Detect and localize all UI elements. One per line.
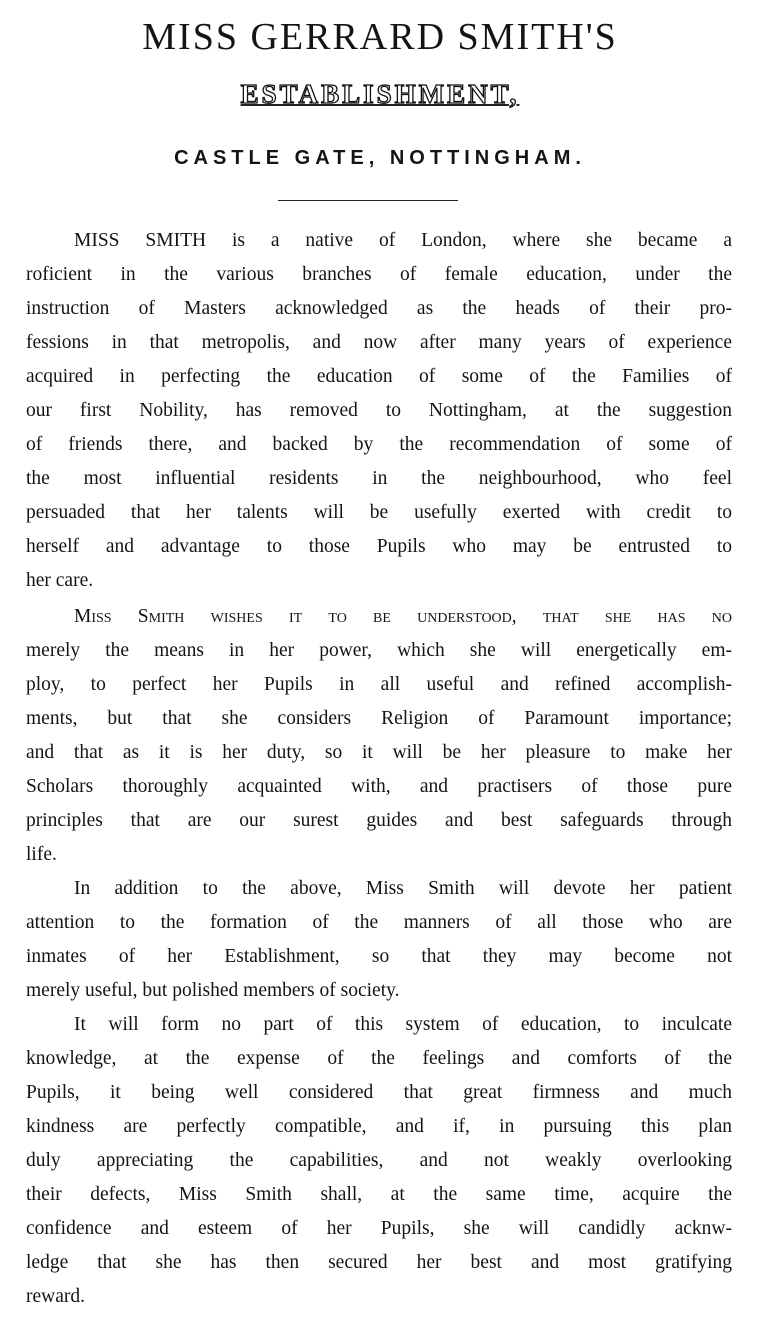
text-line: and that as it is her duty, so it will be her pleasure to make her: [26, 742, 732, 763]
text-line: inmates of her Establishment, so that they may become not: [26, 946, 732, 967]
document-subtitle: ESTABLISHMENT,: [240, 79, 520, 109]
text-line: acquired in perfecting the education of some of the Families of: [26, 366, 732, 387]
text-line: knowledge, at the expense of the feelings and comforts of the: [26, 1048, 732, 1069]
text-line: of friends there, and backed by the recommendation of some of: [26, 434, 732, 455]
text-line: roficient in the various branches of female education, under the: [26, 264, 732, 285]
text-line: merely useful, but polished members of society.: [26, 980, 400, 1001]
text-line: In addition to the above, Miss Smith will devote her patient: [74, 878, 732, 899]
text-line: confidence and esteem of her Pupils, she will candidly acknw-: [26, 1218, 732, 1239]
text-line: Scholars thoroughly acquainted with, and practisers of those pure: [26, 776, 732, 797]
text-line: ledge that she has then secured her best and most gratifying: [26, 1252, 732, 1273]
text-line: merely the means in her power, which she will energetically em-: [26, 640, 732, 661]
text-line: our first Nobility, has removed to Nottingham, at the suggestion: [26, 400, 732, 421]
text-line: their defects, Miss Smith shall, at the same time, acquire the: [26, 1184, 732, 1205]
text-line: attention to the formation of the manners of all those who are: [26, 912, 732, 933]
text-line: reward.: [26, 1286, 86, 1307]
text-line: Pupils, it being well considered that great firmness and much: [26, 1082, 732, 1103]
text-line: Miss Smith wishes it to be understood, that she has no: [74, 606, 732, 627]
text-line: principles that are our surest guides and best safeguards through: [26, 810, 732, 831]
document-location: CASTLE GATE, NOTTINGHAM.: [174, 147, 586, 169]
text-line: persuaded that her talents will be usefully exerted with credit to: [26, 502, 732, 523]
document-title: MISS GERRARD SMITH'S: [142, 16, 618, 58]
text-line: duly appreciating the capabilities, and not weakly overlooking: [26, 1150, 732, 1171]
text-line: her care.: [26, 570, 94, 591]
text-line: ploy, to perfect her Pupils in all useful and refined accomplish-: [26, 674, 732, 695]
text-line: kindness are perfectly compatible, and if, in pursuing this plan: [26, 1116, 732, 1137]
text-line: herself and advantage to those Pupils who may be entrusted to: [26, 536, 732, 557]
text-line: ments, but that she considers Religion of Paramount importance;: [26, 708, 732, 729]
text-line: the most influential residents in the neighbourhood, who feel: [26, 468, 732, 489]
header-divider: [278, 200, 458, 201]
text-line: MISS SMITH is a native of London, where she became a: [74, 230, 732, 251]
text-line: life.: [26, 844, 57, 865]
text-line: It will form no part of this system of education, to inculcate: [74, 1014, 732, 1035]
text-line: instruction of Masters acknowledged as the heads of their pro-: [26, 298, 732, 319]
text-line: fessions in that metropolis, and now after many years of experience: [26, 332, 732, 353]
